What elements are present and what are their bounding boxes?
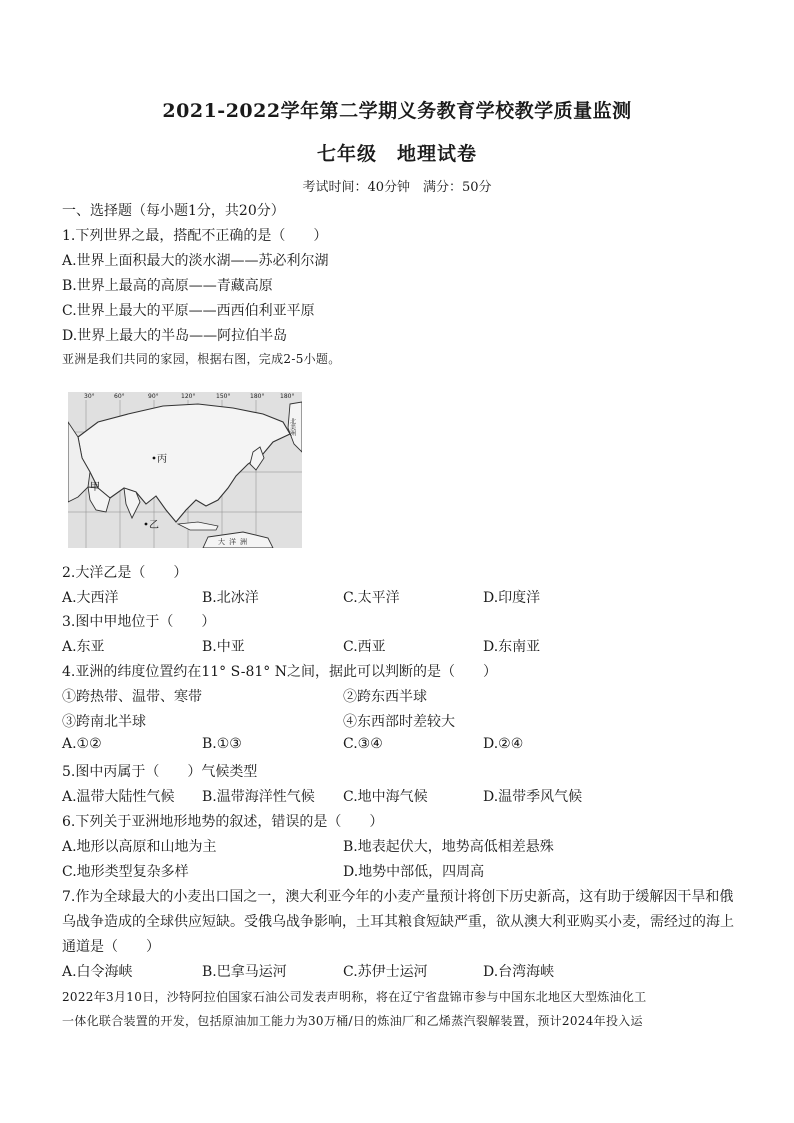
section-heading: 一、选择题（每小题1分，共20分） xyxy=(62,203,285,219)
exam-subtitle: 七年级 地理试卷 xyxy=(316,143,477,165)
q3-option-d: D.东南亚 xyxy=(483,639,541,655)
q7-option-b: B.巴拿马运河 xyxy=(202,964,287,980)
q7-option-d: D.台湾海峡 xyxy=(483,964,555,980)
label-north-america: 北美洲 xyxy=(288,418,296,436)
q4-statement-3: ③跨南北半球 xyxy=(62,714,146,730)
q2-option-a: A.大西洋 xyxy=(62,590,119,606)
q5-option-b: B.温带海洋性气候 xyxy=(202,789,315,805)
point-bing xyxy=(153,457,156,460)
q2-option-c: C.太平洋 xyxy=(343,590,400,606)
q6-option-c: C.地形类型复杂多样 xyxy=(62,864,189,880)
q3-option-a: A.东亚 xyxy=(62,639,105,655)
passage-line-2: 一体化联合装置的开发，包括原油加工能力为30万桶/日的炼油厂和乙烯蒸汽裂解装置，预计2024年投入运 xyxy=(62,1014,643,1028)
q4-option-b: B.①③ xyxy=(202,736,242,752)
label-bing: 丙 xyxy=(157,454,167,465)
q4-statement-1: ①跨热带、温带、寒带 xyxy=(62,689,202,705)
q4-option-a: A.①② xyxy=(62,736,102,752)
exam-info: 考试时间：40分钟 满分：50分 xyxy=(302,180,492,195)
q4-stem: 4.亚洲的纬度位置约在11° S-81° N之间，据此可以判断的是（ ） xyxy=(62,664,497,680)
q4-statement-2: ②跨东西半球 xyxy=(343,689,427,705)
q1-option-a: A.世界上面积最大的淡水湖——苏必利尔湖 xyxy=(62,253,329,269)
lon-label-150: 150° xyxy=(216,393,231,400)
q6-option-d: D.地势中部低，四周高 xyxy=(343,864,485,880)
q7-option-a: A.白令海峡 xyxy=(62,964,133,980)
label-jia: 甲 xyxy=(90,482,100,493)
q1-option-b: B.世界上最高的高原——青藏高原 xyxy=(62,278,273,294)
q1-option-d: D.世界上最大的半岛——阿拉伯半岛 xyxy=(62,328,288,344)
q5-option-d: D.温带季风气候 xyxy=(483,789,583,805)
q3-stem: 3.图中甲地位于（ ） xyxy=(62,614,216,630)
q2-stem: 2.大洋乙是（ ） xyxy=(62,565,188,581)
lon-label-30: 30° xyxy=(84,393,95,400)
reading-passage xyxy=(62,985,742,1033)
lon-label-120: 120° xyxy=(181,393,196,400)
q2-option-d: D.印度洋 xyxy=(483,590,541,606)
passage-line-1: 2022年3月10日，沙特阿拉伯国家石油公司发表声明称，将在辽宁省盘锦市参与中国东北地区大型炼油化工 xyxy=(62,990,647,1004)
q7-stem-line-1: 7.作为全球最大的小麦出口国之一，澳大利亚今年的小麦产量预计将创下历史新高，这有助于缓解因干旱和俄 xyxy=(62,889,734,905)
label-yi: 乙 xyxy=(149,520,159,531)
lon-label-180b: 180° xyxy=(280,393,295,400)
q6-option-a: A.地形以高原和山地为主 xyxy=(62,839,217,855)
q4-option-d: D.②④ xyxy=(483,736,524,752)
q7-stem-line-2: 乌战争造成的全球供应短缺。受俄乌战争影响，土耳其粮食短缺严重，欲从澳大利亚购买小麦，需经过的海上 xyxy=(62,914,734,930)
asia-map xyxy=(68,392,302,548)
q2-option-b: B.北冰洋 xyxy=(202,590,259,606)
lon-label-60: 60° xyxy=(114,393,125,400)
q6-stem: 6.下列关于亚洲地形地势的叙述，错误的是（ ） xyxy=(62,814,384,830)
intro-q2-5: 亚洲是我们共同的家园，根据右图，完成2-5小题。 xyxy=(62,352,341,366)
q4-option-c: C.③④ xyxy=(343,736,383,752)
q1-option-c: C.世界上最大的平原——西西伯利亚平原 xyxy=(62,303,315,319)
q5-stem: 5.图中丙属于（ ）气候类型 xyxy=(62,764,258,780)
q6-option-b: B.地表起伏大，地势高低相差悬殊 xyxy=(343,839,554,855)
q5-option-a: A.温带大陆性气候 xyxy=(62,789,175,805)
lon-label-180a: 180° xyxy=(250,393,265,400)
exam-title: 2021-2022学年第二学期义务教育学校教学质量监测 xyxy=(162,100,632,122)
q1-stem: 1.下列世界之最，搭配不正确的是（ ） xyxy=(62,228,328,244)
q7-stem xyxy=(62,885,738,960)
q5-option-c: C.地中海气候 xyxy=(343,789,428,805)
lon-label-90: 90° xyxy=(148,393,159,400)
label-oceania: 大洋洲 xyxy=(218,538,251,546)
q7-option-c: C.苏伊士运河 xyxy=(343,964,428,980)
q4-statement-4: ④东西部时差较大 xyxy=(343,714,455,730)
q3-option-b: B.中亚 xyxy=(202,639,245,655)
q7-stem-line-3: 通道是（ ） xyxy=(62,939,160,955)
point-yi xyxy=(145,523,148,526)
q3-option-c: C.西亚 xyxy=(343,639,386,655)
